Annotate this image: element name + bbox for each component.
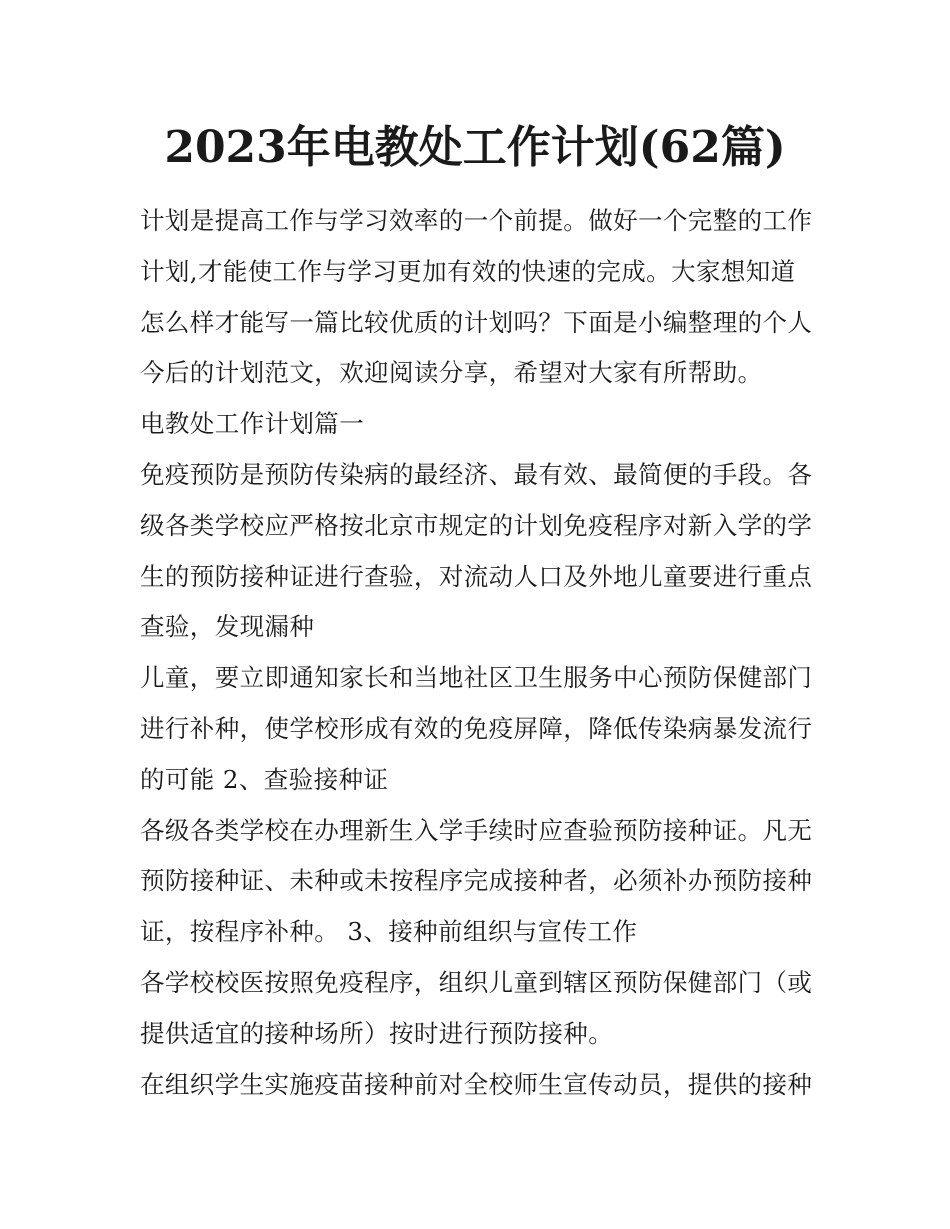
- paragraph-line: 儿童，要立即通知家长和当地社区卫生服务中心预防保健部门: [140, 663, 813, 693]
- document-title: 2023年电教处工作计划(62篇): [164, 122, 786, 173]
- paragraph-line: 生的预防接种证进行查验，对流动人口及外地儿童要进行重点: [140, 561, 813, 591]
- paragraph-line: 各学校校医按照免疫程序，组织儿童到辖区预防保健部门（或: [140, 967, 813, 997]
- paragraph-line: 怎么样才能写一篇比较优质的计划吗？下面是小编整理的个人: [140, 307, 813, 337]
- paragraph-line: 进行补种，使学校形成有效的免疫屏障，降低传染病暴发流行: [140, 713, 813, 743]
- section-heading: 电教处工作计划篇一: [140, 409, 365, 439]
- paragraph-line: 提供适宜的接种场所）按时进行预防接种。: [140, 1018, 614, 1048]
- paragraph-line: 的可能 2、查验接种证: [140, 764, 389, 794]
- paragraph-line: 计划,才能使工作与学习更加有效的快速的完成。大家想知道: [140, 256, 796, 286]
- paragraph-line: 今后的计划范文，欢迎阅读分享，希望对大家有所帮助。: [140, 358, 763, 388]
- paragraph-line: 免疫预防是预防传染病的最经济、最有效、最简便的手段。各: [140, 459, 813, 489]
- document-body: [140, 196, 820, 1110]
- paragraph-line: 级各类学校应严格按北京市规定的计划免疫程序对新入学的学: [140, 510, 813, 540]
- paragraph-line: 证，按程序补种。 3、接种前组织与宣传工作: [140, 917, 638, 947]
- paragraph-line: 在组织学生实施疫苗接种前对全校师生宣传动员，提供的接种: [140, 1069, 813, 1099]
- paragraph-line: 查验，发现漏种: [140, 612, 315, 642]
- paragraph-line: 计划是提高工作与学习效率的一个前提。做好一个完整的工作: [140, 206, 813, 235]
- paragraph-line: 预防接种证、未种或未按程序完成接种者，必须补办预防接种: [140, 866, 813, 896]
- paragraph-line: 各级各类学校在办理新生入学手续时应查验预防接种证。凡无: [140, 815, 813, 845]
